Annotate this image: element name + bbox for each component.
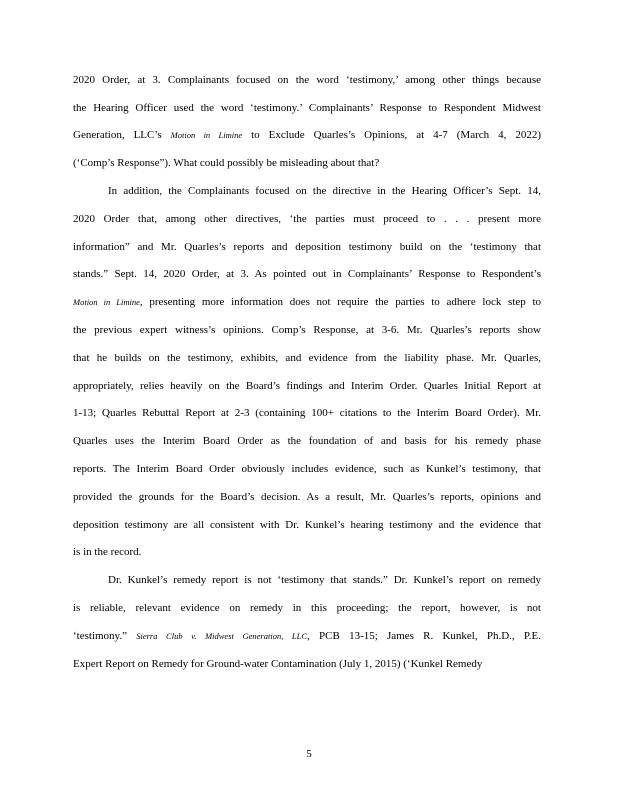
text-line xyxy=(108,184,541,198)
italic-citation: Motion in Limine xyxy=(170,130,243,140)
text-segment: 2020 Order, at 3. Complainants focused on the word ‘testimony,’ among other things because xyxy=(73,74,541,86)
italic-citation: Sierra Club v. Midwest Generation, LLC xyxy=(136,631,308,641)
text-segment: deposition testimony are all consistent with Dr. Kunkel’s hearing testimony and the evidence that xyxy=(73,519,541,531)
text-line xyxy=(73,462,541,476)
text-line xyxy=(73,545,541,559)
text-line xyxy=(73,101,541,115)
text-segment: , PCB 13-15; James R. Kunkel, Ph.D., P.E. xyxy=(307,630,541,642)
text-line xyxy=(73,490,541,504)
text-segment: Dr. Kunkel’s remedy report is not ‘testimony that stands.” Dr. Kunkel’s report on remedy xyxy=(108,574,541,586)
text-segment: 1-13; Quarles Rebuttal Report at 2-3 (containing 100+ citations to the Interim Board Order). Mr. xyxy=(73,407,541,419)
text-line xyxy=(73,240,541,254)
text-line xyxy=(73,601,541,615)
text-segment: that he builds on the testimony, exhibits, and evidence from the liability phase. Mr. Quarles, xyxy=(73,352,541,364)
text-line xyxy=(73,351,541,365)
text-segment: the Hearing Officer used the word ‘testimony.’ Complainants’ Response to Respondent Midwest xyxy=(73,102,541,114)
text-line xyxy=(73,379,541,393)
text-line xyxy=(73,629,541,643)
text-segment: to Exclude Quarles’s Opinions, at 4-7 (March 4, 2022) xyxy=(242,129,541,141)
text-segment: (‘Comp’s Response”). What could possibly be misleading about that? xyxy=(73,157,380,169)
text-line xyxy=(73,323,541,337)
text-segment: ‘testimony.” xyxy=(73,630,137,642)
text-segment: In addition, the Complainants focused on the directive in the Hearing Officer’s Sept. 14, xyxy=(108,185,541,197)
text-line xyxy=(73,73,541,87)
text-segment: appropriately, relies heavily on the Board’s findings and Interim Order. Quarles Initial Report at xyxy=(73,380,541,392)
text-line xyxy=(73,267,541,281)
text-segment: is in the record. xyxy=(73,546,142,558)
text-line xyxy=(73,518,541,532)
text-segment: information” and Mr. Quarles’s reports and deposition testimony build on the ‘testimony that xyxy=(73,241,541,253)
text-segment: Expert Report on Remedy for Ground-water Contamination (July 1, 2015) (‘Kunkel Remedy xyxy=(73,658,483,670)
text-line xyxy=(73,128,541,142)
text-segment: Quarles uses the Interim Board Order as the foundation of and basis for his remedy phase xyxy=(73,435,541,447)
text-segment: stands.” Sept. 14, 2020 Order, at 3. As pointed out in Complainants’ Response to Respondent’s xyxy=(73,268,541,280)
text-segment: Generation, LLC’s xyxy=(73,129,171,141)
text-segment: reports. The Interim Board Order obviously includes evidence, such as Kunkel’s testimony, that xyxy=(73,463,541,475)
page-number: 5 xyxy=(306,748,312,760)
text-line xyxy=(73,295,541,309)
text-segment: provided the grounds for the Board’s decision. As a result, Mr. Quarles’s reports, opinions and xyxy=(73,491,541,503)
text-line xyxy=(73,657,541,671)
text-segment: 2020 Order that, among other directives, ‘the parties must proceed to . . . present more xyxy=(73,213,541,225)
italic-citation: Motion in Limine xyxy=(73,297,140,307)
text-line xyxy=(73,434,541,448)
text-segment: the previous expert witness’s opinions. Comp’s Response, at 3-6. Mr. Quarles’s reports show xyxy=(73,324,541,336)
text-segment: , presenting more information does not require the parties to adhere lock step to xyxy=(139,296,542,308)
text-line xyxy=(108,573,541,587)
text-line xyxy=(73,212,541,226)
text-line xyxy=(73,156,541,170)
text-line xyxy=(73,406,541,420)
text-segment: is reliable, relevant evidence on remedy in this proceeding; the report, however, is not xyxy=(73,602,541,614)
